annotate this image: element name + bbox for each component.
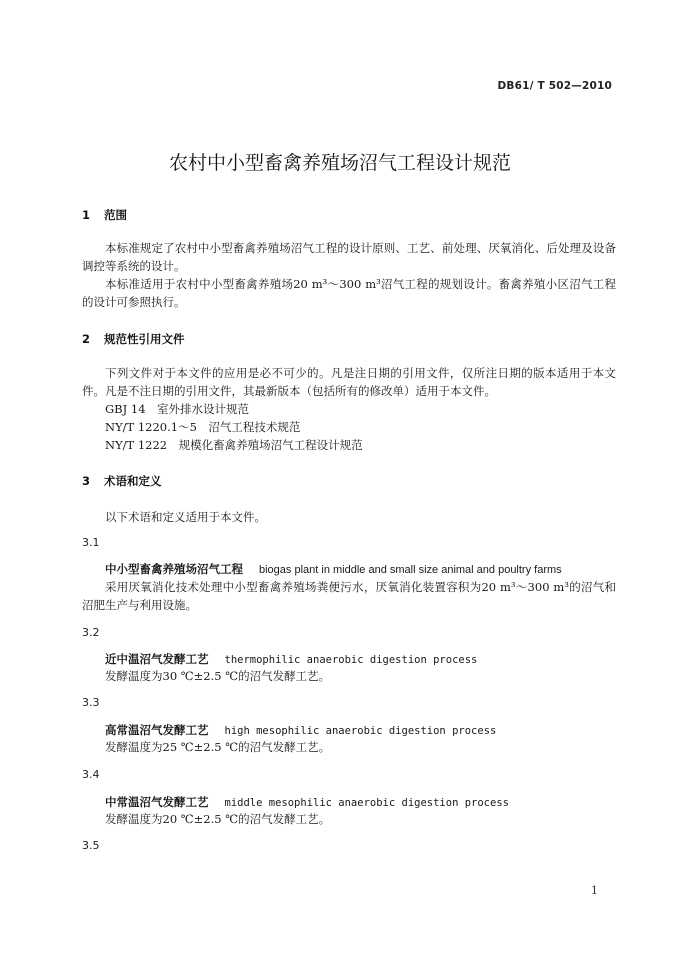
term-cn: 高常温沼气发酵工艺	[105, 723, 209, 737]
section-title: 规范性引用文件	[104, 332, 185, 346]
term-en: high mesophilic anaerobic digestion process	[224, 725, 497, 737]
term-cn: 中常温沼气发酵工艺	[105, 795, 209, 809]
reference-item: NY/T 1222 规模化畜禽养殖场沼气工程设计规范	[105, 438, 363, 452]
section-1-heading	[82, 207, 127, 223]
section-2-paragraph: 下列文件对于本文件的应用是必不可少的。凡是注日期的引用文件，仅所注日期的版本适用于本文件。凡是不注日期的引用文件，其最新版本（包括所有的修改单）适用于本文件。	[82, 366, 616, 398]
term-en: biogas plant in middle and small size animal and poultry farms	[259, 564, 562, 576]
section-number: 3	[82, 474, 91, 488]
section-title: 术语和定义	[104, 474, 162, 488]
section-number: 2	[82, 332, 91, 346]
term-cn: 近中温沼气发酵工艺	[105, 652, 209, 666]
section-2-heading	[82, 331, 185, 347]
term-heading	[105, 561, 562, 577]
reference-item: GBJ 14 室外排水设计规范	[105, 402, 250, 416]
page-number: 1	[591, 884, 598, 897]
term-number: 3.2	[82, 626, 100, 639]
section-1-paragraph-1: 本标准规定了农村中小型畜禽养殖场沼气工程的设计原则、工艺、前处理、厌氧消化、后处理及设备调控等系统的设计。	[82, 241, 616, 273]
section-3-heading	[82, 473, 162, 489]
standard-code: DB61/ T 502—2010	[497, 80, 612, 92]
term-definition: 发酵温度为25 ℃±2.5 ℃的沼气发酵工艺。	[105, 740, 331, 754]
term-definition: 发酵温度为20 ℃±2.5 ℃的沼气发酵工艺。	[105, 812, 331, 826]
term-number: 3.1	[82, 536, 100, 549]
section-number: 1	[82, 208, 91, 222]
term-number: 3.3	[82, 696, 100, 709]
term-en: middle mesophilic anaerobic digestion process	[224, 797, 509, 809]
reference-item: NY/T 1220.1～5 沼气工程技术规范	[105, 420, 301, 434]
term-number: 3.4	[82, 768, 100, 781]
term-en: thermophilic anaerobic digestion process	[224, 654, 478, 666]
term-definition: 发酵温度为30 ℃±2.5 ℃的沼气发酵工艺。	[105, 669, 331, 683]
section-1-paragraph-2: 本标准适用于农村中小型畜禽养殖场20 m³～300 m³沼气工程的规划设计。畜禽养殖小区沼气工程的设计可参照执行。	[82, 277, 616, 309]
term-cn: 中小型畜禽养殖场沼气工程	[105, 562, 243, 576]
term-heading	[105, 794, 509, 810]
section-title: 范围	[104, 208, 127, 222]
document-title: 农村中小型畜禽养殖场沼气工程设计规范	[168, 152, 511, 174]
section-3-intro: 以下术语和定义适用于本文件。	[105, 510, 266, 524]
term-definition: 采用厌氧消化技术处理中小型畜禽养殖场粪便污水，厌氧消化装置容积为20 m³～300 m³的沼气和沼肥生产与利用设施。	[82, 580, 616, 612]
term-number: 3.5	[82, 839, 100, 852]
term-heading	[105, 722, 496, 738]
term-heading	[105, 651, 477, 667]
